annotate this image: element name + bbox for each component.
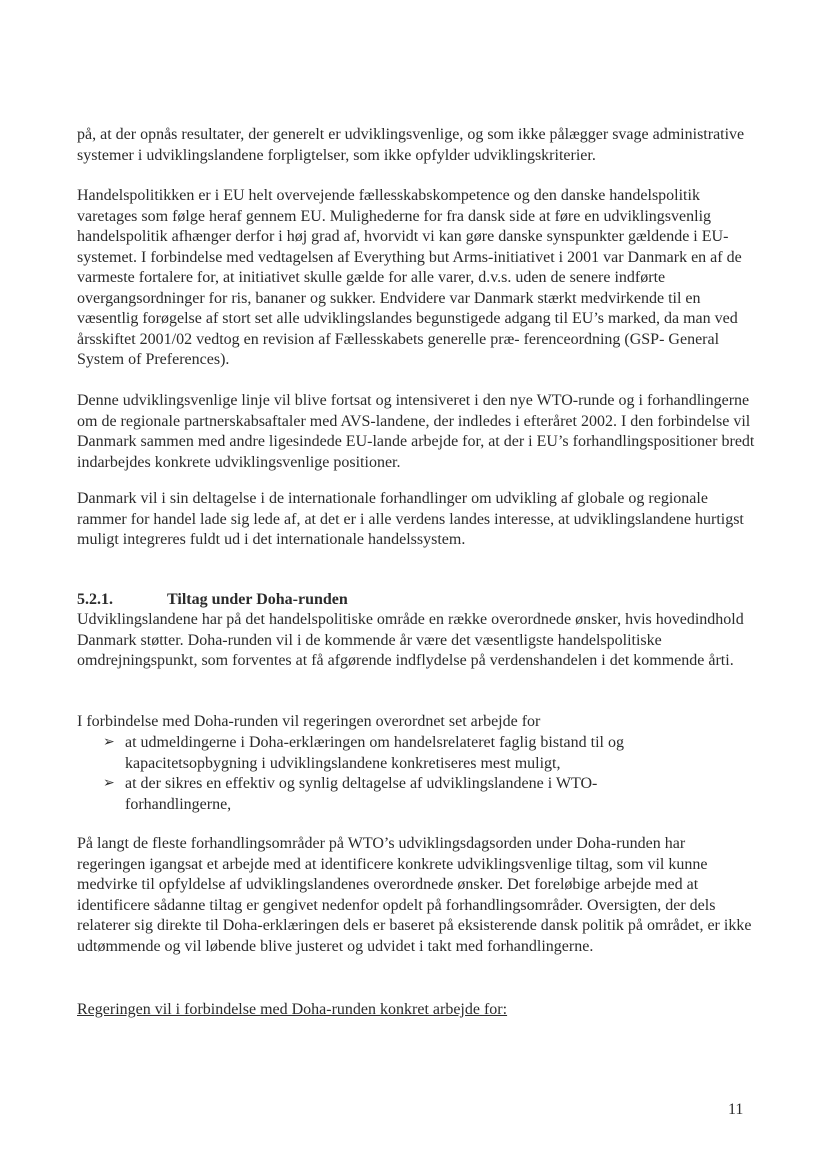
list-item-text: at udmeldingerne i Doha-erklæringen om handelsrelateret faglig bistand til og kapacitetsopbygning i udviklingslandene konkretiseres mest muligt, (125, 734, 624, 772)
paragraph-wto-round: Denne udviklingsvenlige linje vil blive fortsat og intensiveret i den nye WTO-runde og i forhandlingerne om de regionale partnerskabsaftaler med AVS-landene, der indledes i efteråret 2002. I den forbindelse vil Danmark sammen med andre ligesindede EU-lande arbejde for, at der i EU’s forhandlingspositioner bredt indarbejdes konkrete udviklingsvenlige positioner. (77, 392, 755, 471)
section-heading (77, 590, 348, 611)
paragraph-developing-countries: Udviklingslandene har på det handelspolitiske område en række overordnede ønsker, hvis hovedindhold Danmark støtter. Doha-runden vil i de kommende år være det væsentligste handelspolitiske omdrejningspunkt, som forventes at få afgørende indflydelse på verdenshandelen i det kommende årti. (77, 611, 744, 669)
page-number: 11 (728, 1101, 744, 1118)
list-item-text: at der sikres en effektiv og synlig deltagelse af udviklingslandene i WTO-forhandlingerne, (125, 775, 598, 813)
paragraph-international-negotiations: Danmark vil i sin deltagelse i de internationale forhandlinger om udvikling af globale og regionale rammer for handel lade sig lede af, at det er i alle verdens landes interesse, at udviklingslandene hurtigst muligt integreres fuldt ud i det internationale handelssystem. (77, 490, 744, 548)
underlined-closing-line: Regeringen vil i forbindelse med Doha-runden konkret arbejde for: (77, 1001, 508, 1018)
paragraph-intro: på, at der opnås resultater, der generelt er udviklingsvenlige, og som ikke pålægger svage administrative systemer i udviklingslandene forpligtelser, som ikke opfylder udviklingskriterier. (77, 126, 745, 164)
section-number: 5.2.1. (77, 591, 113, 608)
paragraph-trade-policy: Handelspolitikken er i EU helt overvejende fællesskabskompetence og den danske handelspolitik varetages som følge heraf gennem EU. Mulighederne for fra dansk side at føre en udviklingsvenlig handelspolitik afhænger derfor i høj grad af, hvorvidt vi kan gøre danske synspunkter gældende i EU-systemet. I forbindelse med vedtagelsen af Everything but Arms-initiativet i 2001 var Danmark en af de varmeste fortalere for, at initiativet skulle gælde for alle varer, d.v.s. uden de senere indførte overgangsordninger for ris, bananer og sukker. Endvidere var Danmark stærkt medvirkende til en væsentlig forøgelse af stort set alle udviklingslandes begunstigede adgang til EU’s marked, da man ved årsskiftet 2001/02 vedtog en revision af Fællesskabets generelle præ- ferenceordning (GSP- General System of Preferences). (77, 187, 742, 368)
arrow-bullet-icon: ➢ (103, 735, 115, 750)
paragraph-doha-intro: I forbindelse med Doha-runden vil regeringen overordnet set arbejde for (77, 713, 541, 730)
list-item (103, 733, 703, 774)
section-title: Tiltag under Doha-runden (167, 591, 348, 608)
list-item (103, 774, 703, 815)
bullet-list (103, 733, 703, 815)
arrow-bullet-icon: ➢ (103, 776, 115, 791)
paragraph-negotiation-areas: På langt de fleste forhandlingsområder på WTO’s udviklingsdagsorden under Doha-runden har regeringen igangsat et arbejde med at identificere konkrete udviklingsvenlige tiltag, som vil kunne medvirke til opfyldelse af udviklingslandenes overordnede ønsker. Det foreløbige arbejde med at identificere sådanne tiltag er gengivet nedenfor opdelt på forhandlingsområder. Oversigten, der dels relaterer sig direkte til Doha-erklæringen dels er baseret på eksisterende dansk politik på området, er ikke udtømmende og vil løbende blive justeret og udvidet i takt med forhandlingerne. (77, 835, 752, 955)
